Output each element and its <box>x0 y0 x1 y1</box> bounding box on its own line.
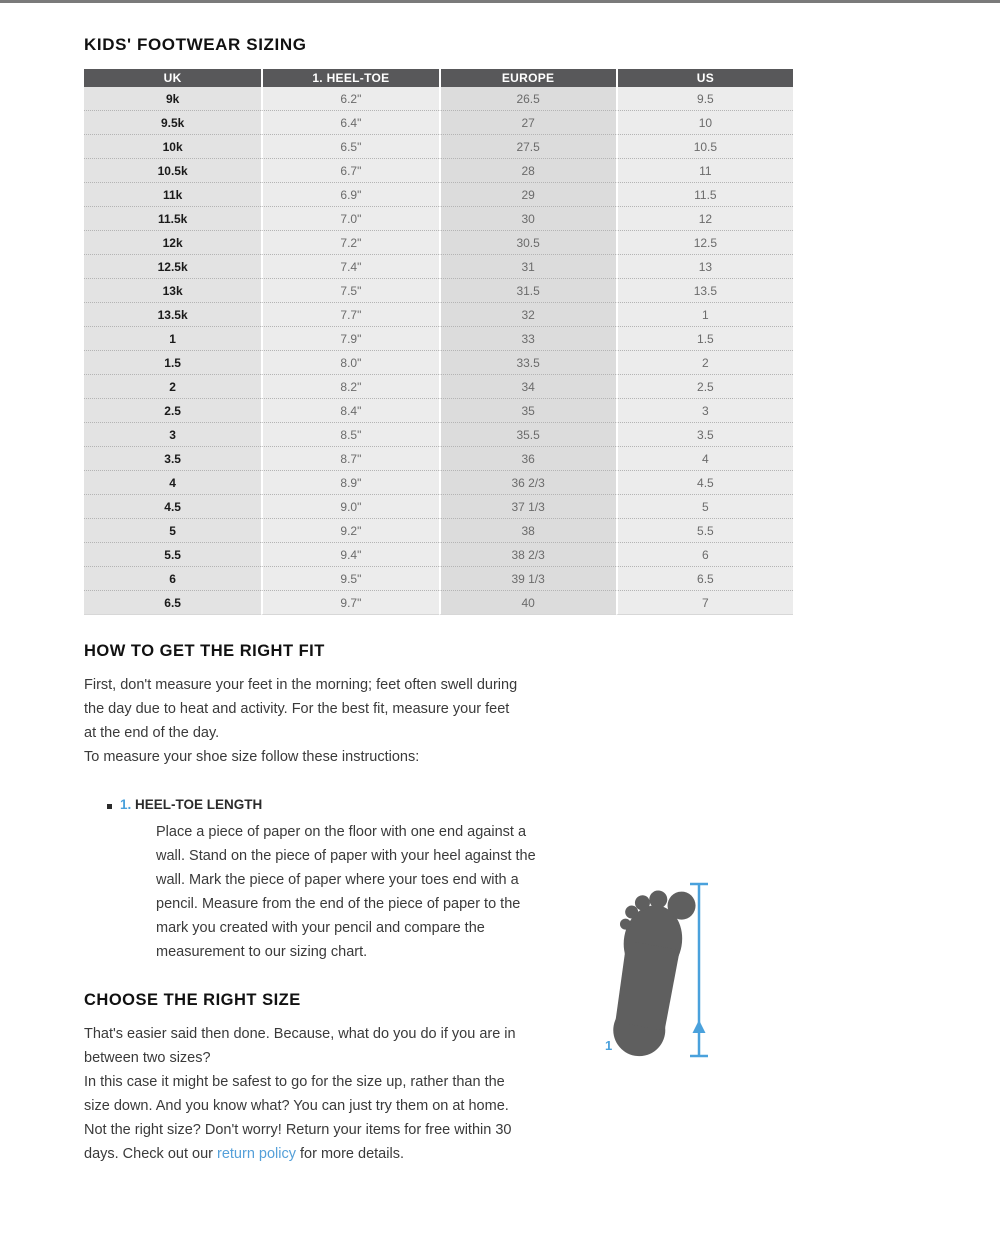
table-cell: 8.7" <box>261 447 438 471</box>
table-cell: 26.5 <box>439 87 616 111</box>
table-cell: 5.5 <box>616 519 793 543</box>
table-cell: 6.4" <box>261 111 438 135</box>
table-cell: 33 <box>439 327 616 351</box>
foot-measurement-figure <box>597 875 717 1067</box>
table-cell: 7.5" <box>261 279 438 303</box>
table-cell: 27.5 <box>439 135 616 159</box>
table-row <box>84 207 793 231</box>
column-header: US <box>616 69 793 87</box>
table-cell: 5.5 <box>84 543 261 567</box>
table-row <box>84 591 793 615</box>
square-bullet-icon <box>107 804 112 809</box>
table-cell: 10 <box>616 111 793 135</box>
fit-intro-paragraph: First, don't measure your feet in the morning; feet often swell during the day due to heat and activity. For the best fit, measure your feet at the end of the day. <box>84 677 518 741</box>
table-cell: 35.5 <box>439 423 616 447</box>
table-cell: 9.2" <box>261 519 438 543</box>
choose-paragraph-3 <box>84 1118 521 1166</box>
table-row <box>84 495 793 519</box>
choose-section-heading: CHOOSE THE RIGHT SIZE <box>84 991 301 1009</box>
table-row <box>84 159 793 183</box>
table-cell: 1 <box>84 327 261 351</box>
table-cell: 4.5 <box>84 495 261 519</box>
table-cell: 33.5 <box>439 351 616 375</box>
table-cell: 35 <box>439 399 616 423</box>
table-cell: 6.9" <box>261 183 438 207</box>
foot-silhouette-icon <box>597 875 717 1067</box>
table-cell: 29 <box>439 183 616 207</box>
table-row <box>84 375 793 399</box>
table-cell: 9.7" <box>261 591 438 615</box>
table-cell: 9.5" <box>261 567 438 591</box>
table-cell: 6.5 <box>616 567 793 591</box>
table-cell: 6.5 <box>84 591 261 615</box>
table-cell: 2 <box>84 375 261 399</box>
arrow-up-icon <box>693 1020 706 1033</box>
column-header: 1. HEEL-TOE <box>261 69 438 87</box>
table-cell: 3.5 <box>616 423 793 447</box>
table-cell: 13.5 <box>616 279 793 303</box>
table-cell: 3 <box>84 423 261 447</box>
table-cell: 30 <box>439 207 616 231</box>
header-row <box>84 69 793 87</box>
table-cell: 6.7" <box>261 159 438 183</box>
table-cell: 11.5 <box>616 183 793 207</box>
table-cell: 6.5" <box>261 135 438 159</box>
table-cell: 8.0" <box>261 351 438 375</box>
table-cell: 4 <box>616 447 793 471</box>
table-cell: 9.5 <box>616 87 793 111</box>
table-cell: 36 2/3 <box>439 471 616 495</box>
table-cell: 37 1/3 <box>439 495 616 519</box>
table-cell: 11 <box>616 159 793 183</box>
table-cell: 1 <box>616 303 793 327</box>
table-cell: 2.5 <box>616 375 793 399</box>
table-cell: 9.0" <box>261 495 438 519</box>
table-row <box>84 135 793 159</box>
table-cell: 12.5 <box>616 231 793 255</box>
fit-instructions-lead: To measure your shoe size follow these instructions: <box>84 749 420 765</box>
return-policy-link[interactable]: return policy <box>217 1146 296 1162</box>
table-cell: 8.5" <box>261 423 438 447</box>
table-cell: 7 <box>616 591 793 615</box>
table-cell: 39 1/3 <box>439 567 616 591</box>
table-row <box>84 519 793 543</box>
table-cell: 12.5k <box>84 255 261 279</box>
table-row <box>84 447 793 471</box>
table-row <box>84 567 793 591</box>
table-cell: 12k <box>84 231 261 255</box>
table-cell: 10k <box>84 135 261 159</box>
table-cell: 13.5k <box>84 303 261 327</box>
table-cell: 1.5 <box>616 327 793 351</box>
table-row <box>84 543 793 567</box>
table-cell: 5 <box>616 495 793 519</box>
table-cell: 31 <box>439 255 616 279</box>
table-cell: 6 <box>616 543 793 567</box>
table-cell: 34 <box>439 375 616 399</box>
fit-section-heading: HOW TO GET THE RIGHT FIT <box>84 642 325 660</box>
table-cell: 13 <box>616 255 793 279</box>
table-row <box>84 279 793 303</box>
table-cell: 7.4" <box>261 255 438 279</box>
table-cell: 7.7" <box>261 303 438 327</box>
table-cell: 4.5 <box>616 471 793 495</box>
table-cell: 8.2" <box>261 375 438 399</box>
table-cell: 7.9" <box>261 327 438 351</box>
table-cell: 9k <box>84 87 261 111</box>
table-cell: 9.5k <box>84 111 261 135</box>
table-row <box>84 255 793 279</box>
table-cell: 30.5 <box>439 231 616 255</box>
choose-paragraph-1: That's easier said then done. Because, what do you do if you are in between two sizes? <box>84 1026 516 1066</box>
table-cell: 27 <box>439 111 616 135</box>
page-title: KIDS' FOOTWEAR SIZING <box>84 35 307 54</box>
table-cell: 10.5 <box>616 135 793 159</box>
choose-paragraph-2: In this case it might be safest to go for the size up, rather than the size down. And you know what? You can just try them on at home. <box>84 1074 509 1114</box>
table-row <box>84 231 793 255</box>
table-cell: 4 <box>84 471 261 495</box>
column-header: UK <box>84 69 261 87</box>
table-cell: 2.5 <box>84 399 261 423</box>
table-cell: 28 <box>439 159 616 183</box>
sizing-table-header <box>84 69 793 87</box>
table-cell: 7.0" <box>261 207 438 231</box>
table-cell: 3 <box>616 399 793 423</box>
table-row <box>84 111 793 135</box>
step-label: HEEL-TOE LENGTH <box>135 797 263 812</box>
table-cell: 3.5 <box>84 447 261 471</box>
table-row <box>84 87 793 111</box>
table-cell: 1.5 <box>84 351 261 375</box>
return-text-after: for more details. <box>295 1146 404 1162</box>
table-row <box>84 183 793 207</box>
table-row <box>84 303 793 327</box>
table-cell: 8.4" <box>261 399 438 423</box>
table-cell: 6 <box>84 567 261 591</box>
table-row <box>84 399 793 423</box>
table-row <box>84 471 793 495</box>
figure-step-label: 1 <box>605 1038 613 1053</box>
return-text-before: Not the right size? Don't worry! Return your items for free within 30 days. Check out our <box>84 1122 512 1162</box>
sizing-table <box>84 69 793 615</box>
table-cell: 2 <box>616 351 793 375</box>
table-cell: 32 <box>439 303 616 327</box>
table-row <box>84 423 793 447</box>
table-cell: 7.2" <box>261 231 438 255</box>
table-cell: 12 <box>616 207 793 231</box>
column-header: EUROPE <box>439 69 616 87</box>
table-cell: 38 2/3 <box>439 543 616 567</box>
table-cell: 6.2" <box>261 87 438 111</box>
step-number: 1. <box>120 797 132 812</box>
table-row <box>84 351 793 375</box>
step-description: Place a piece of paper on the floor with one end against a wall. Stand on the piece of paper with your heel against the wall. Mark the piece of paper where your toes end with a pencil. Measure from the end of the piece of paper to the mark you created with your pencil and compare the measurement to our sizing chart. <box>156 824 536 960</box>
sizing-table-body <box>84 87 793 615</box>
table-cell: 31.5 <box>439 279 616 303</box>
table-cell: 5 <box>84 519 261 543</box>
table-cell: 11k <box>84 183 261 207</box>
table-cell: 11.5k <box>84 207 261 231</box>
table-cell: 10.5k <box>84 159 261 183</box>
table-cell: 13k <box>84 279 261 303</box>
table-cell: 8.9" <box>261 471 438 495</box>
table-cell: 36 <box>439 447 616 471</box>
table-cell: 9.4" <box>261 543 438 567</box>
table-cell: 38 <box>439 519 616 543</box>
table-row <box>84 327 793 351</box>
table-cell: 40 <box>439 591 616 615</box>
